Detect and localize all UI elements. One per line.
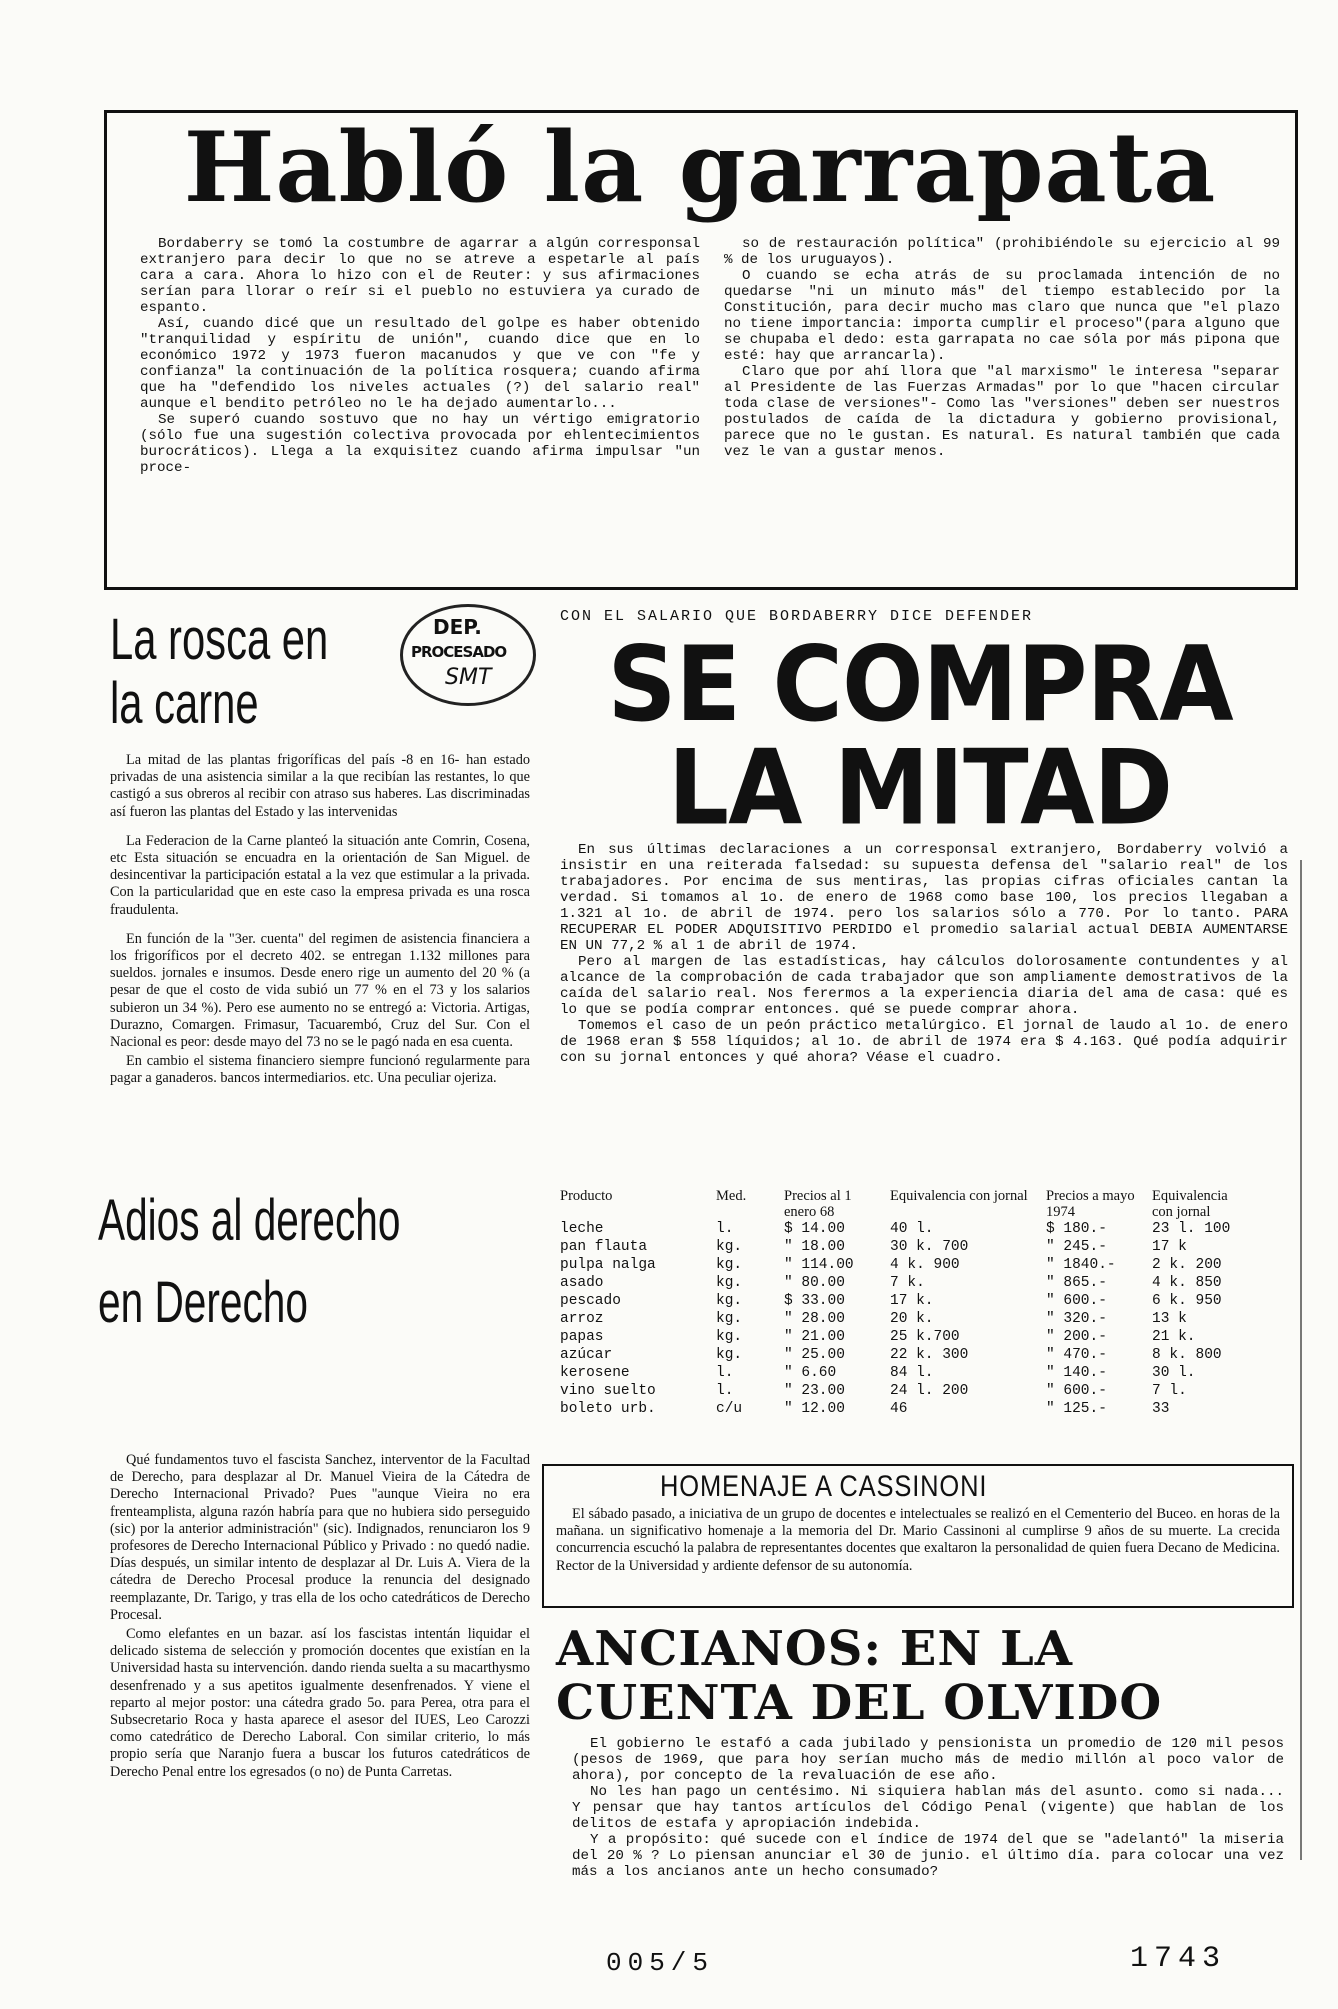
table-row <box>560 1274 1258 1292</box>
rosca-title <box>110 608 412 736</box>
table-row <box>560 1328 1258 1346</box>
table-cell: " 600.- <box>1046 1293 1107 1309</box>
table-row <box>560 1382 1258 1400</box>
table-cell: 7 l. <box>1152 1383 1187 1399</box>
header-cell: Precios a mayo 1974 <box>1046 1188 1135 1220</box>
paragraph: Bordaberry se tomó la costumbre de agarrar a algún corresponsal extranjero para decir lo que no se atreve a espetarle al país cara a cara. Ahora lo hizo con el de Reuter: y sus afirmaciones serían para llorar o reír si el pueblo no estuviera ya curado de espanto. <box>140 236 700 316</box>
table-cell: 20 k. <box>890 1311 934 1327</box>
salario-body <box>560 842 1288 1066</box>
prices-table-body <box>560 1220 1258 1418</box>
stamp-line-1: DEP. <box>433 615 482 639</box>
table-cell: 30 l. <box>1152 1365 1196 1381</box>
table-cell: " 23.00 <box>784 1383 845 1399</box>
table-cell: $ 33.00 <box>784 1293 845 1309</box>
table-cell: " 125.- <box>1046 1401 1107 1417</box>
table-cell: 4 k. 850 <box>1152 1275 1222 1291</box>
table-cell: 84 l. <box>890 1365 934 1381</box>
table-cell: 2 k. 200 <box>1152 1257 1222 1273</box>
salario-title-line-1: SE COMPRA <box>607 623 1233 745</box>
derecho-body <box>110 1452 530 1783</box>
prices-table-wrapper <box>560 1188 1300 1418</box>
header-cell: Equivalencia con jornal <box>890 1188 1028 1204</box>
paragraph: Tomemos el caso de un peón práctico metalúrgico. El jornal de laudo al 1o. de enero de 1968 eran $ 558 líquidos; al 1o. de abril de 1974 era $ 4.163. Qué podía adquirir con su jornal entonces y qué ahora? Véase el cuadro. <box>560 1018 1288 1066</box>
main-article-title: Habló la garrapata <box>183 111 1217 224</box>
archive-number: 1743 <box>1130 1942 1227 1976</box>
table-cell: 7 k. <box>890 1275 925 1291</box>
table-cell: 24 l. 200 <box>890 1383 969 1399</box>
archive-code: 005/5 <box>606 1948 715 1978</box>
table-cell: " 21.00 <box>784 1329 845 1345</box>
table-cell: 17 k <box>1152 1239 1187 1255</box>
table-cell: " 80.00 <box>784 1275 845 1291</box>
ancianos-body <box>572 1736 1284 1880</box>
table-cell: 22 k. 300 <box>890 1347 969 1363</box>
main-article-column-2 <box>724 236 1280 460</box>
paragraph: Claro que por ahí llora que "al marxismo" le interesa "separar al Presidente de las Fuerzas Armadas" por lo que "hacen circular toda clase de versiones"- Como las "versiones" deben ser nuestros postulados de caída de la dictadura y gobierno provisional, parece que no le gustan. Es natural. Es natural también que cada vez le van a gustar menos. <box>724 364 1280 460</box>
table-cell: pulpa nalga <box>560 1257 656 1273</box>
table-row <box>560 1256 1258 1274</box>
table-row <box>560 1292 1258 1310</box>
table-cell: 13 k <box>1152 1311 1187 1327</box>
column-rule <box>1300 860 1302 1860</box>
paragraph: Qué fundamentos tuvo el fascista Sanchez, interventor de la Facultad de Derecho, para desplazar al Dr. Manuel Vieira de la Cátedra de Derecho Internacional Privado? Pues "aunque Vieira no era frenteamplista, alguna razón habría para que no hubiera sido perseguido (sic) por la anterior administración" (sic). Indignados, renunciaron los 9 profesores de Derecho Internacional Público y Privado : no quedó nadie. Días después, un similar intento de desplazar al Dr. Luis A. Viera de la cátedra de Derecho Procesal produce la renuncia del designado reemplazante, Dr. Tarigo, y tras ella de los ocho catedráticos de Derecho Procesal. <box>110 1452 530 1623</box>
table-cell: 4 k. 900 <box>890 1257 960 1273</box>
paragraph: Pero al margen de las estadísticas, hay cálculos dolorosamente contundentes y al alcance de la comprobación de cada trabajador que son ampliamente demostrativos de la caída del salario real. Nos ferermos a la experiencia diaria del ama de casa: qué es lo que se podía comprar entonces. qué se puede comprar ahora. <box>560 954 1288 1018</box>
paragraph: Y a propósito: qué sucede con el índice de 1974 del que se "adelantó" la miseria del 20 % ? Lo piensan anunciar el 30 de junio. el último día. para colocar una vez más a los ancianos ante un hecho consumado? <box>572 1832 1284 1880</box>
table-cell: kg. <box>716 1239 743 1255</box>
table-cell: " 114.00 <box>784 1257 854 1273</box>
table-cell: kg. <box>716 1275 743 1291</box>
salario-kicker: CON EL SALARIO QUE BORDABERRY DICE DEFENDER <box>560 608 1034 625</box>
paragraph: La Federacion de la Carne planteó la situación ante Comrin, Cosena, etc Esta situación se encuadra en la orientación de San Miguel. de desincentivar la participación estatal a la vez que estimular a la privada. Con la particularidad que en este caso la empresa privada es una rosca fraudulenta. <box>110 832 530 918</box>
paragraph: Así, cuando dicé que un resultado del golpe es haber obtenido "tranquilidad y espíritu de unión", cuando dice que en lo económico 1972 y 1973 fueron macanudos y que ve con "fe y confianza" la continuación de la política rosquera; cuando afirma que ha "defendido los niveles actuales (?) del salario real" aunque el bendito petróleo no le ha dejado aumentarlo... <box>140 316 700 412</box>
table-cell: 33 <box>1152 1401 1170 1417</box>
table-cell: 21 k. <box>1152 1329 1196 1345</box>
ancianos-title <box>556 1622 1296 1730</box>
paragraph: El sábado pasado, a iniciativa de un grupo de docentes e intelectuales se realizó en el Cementerio del Buceo. en horas de la mañana. un significativo homenaje a la memoria del Dr. Mario Cassinoni al cumplirse 9 años de su muerte. La crecida concurrencia escuchó la palabra de representantes docentes que exaltaron la personalidad de quien fuera Decano de Medicina. Rector de la Universidad y ardiente defensor de su autonomía. <box>556 1506 1280 1574</box>
paragraph: Como elefantes en un bazar. así los fascistas intentán liquidar el delicado sistema de selección y promoción docentes que existían en la Universidad hasta su intervención. dando rienda suelta a su macarthysmo desenfrenado y a sus apetitos igualmente desenfrenados. Y viene el reparto al mejor postor: una cátedra grado 5o. para Perea, otra para el Subsecretario Roca y hasta aparece el asesor del IUES, Leo Carozzi como catedrático de Derecho Laboral. Con similar criterio, lo más propio sería que Naranjo fuera a buscar los futuros catedráticos de Derecho Penal entre los egresados (o no) de Punta Carretas. <box>110 1626 530 1780</box>
table-cell: " 6.60 <box>784 1365 837 1381</box>
table-cell: l. <box>716 1365 734 1381</box>
header-cell: Precios al 1 enero 68 <box>784 1188 852 1220</box>
table-cell: " 865.- <box>1046 1275 1107 1291</box>
rosca-title-line-1: La rosca en <box>110 607 329 672</box>
prices-table <box>560 1188 1258 1418</box>
table-cell: kg. <box>716 1257 743 1273</box>
salario-title-line-2: LA MITAD <box>667 727 1173 849</box>
table-cell: 46 <box>890 1401 908 1417</box>
table-cell: " 18.00 <box>784 1239 845 1255</box>
table-cell: " 200.- <box>1046 1329 1107 1345</box>
main-article-column-1 <box>140 236 700 476</box>
table-cell: 30 k. 700 <box>890 1239 969 1255</box>
paragraph: El gobierno le estafó a cada jubilado y pensionista un promedio de 120 mil pesos (pesos de 1969, que para hoy serían mucho más de medio millón al poco valor de ahora), por concepto de la revaluación de ese año. <box>572 1736 1284 1784</box>
table-row <box>560 1364 1258 1382</box>
table-cell: 6 k. 950 <box>1152 1293 1222 1309</box>
table-cell: 17 k. <box>890 1293 934 1309</box>
table-cell: boleto urb. <box>560 1401 656 1417</box>
stamp-line-2: PROCESADO <box>411 643 507 661</box>
table-cell: 8 k. 800 <box>1152 1347 1222 1363</box>
paragraph: En función de la "3er. cuenta" del regimen de asistencia financiera a los frigoríficos por el decreto 402. se entregan 1.132 millones para sueldos. jornales e insumos. Desde enero rige un aumento del 20 % (a pesar de que el costo de vida subió un 77 % en el 73 y los salarios subieron un 34 %). Pero ese aumento no se entregó a: Victoria. Artigas, Durazno, Comargen. Frimasur, Tacuarembó, Cruz del Sur. Con el Nacional es peor: desde mayo del 73 no se le pagó nada en esa cuenta. <box>110 930 530 1051</box>
homenaje-body <box>556 1506 1280 1577</box>
table-cell: " 245.- <box>1046 1239 1107 1255</box>
table-cell: kg. <box>716 1293 743 1309</box>
table-cell: l. <box>716 1221 734 1237</box>
table-row <box>560 1238 1258 1256</box>
table-cell: l. <box>716 1383 734 1399</box>
table-cell: asado <box>560 1275 604 1291</box>
header-cell: Producto <box>560 1188 613 1204</box>
table-cell: papas <box>560 1329 604 1345</box>
table-cell: " 25.00 <box>784 1347 845 1363</box>
homenaje-title: HOMENAJE A CASSINONI <box>660 1470 988 1503</box>
table-cell: pescado <box>560 1293 621 1309</box>
table-cell: $ 14.00 <box>784 1221 845 1237</box>
table-cell: " 1840.- <box>1046 1257 1116 1273</box>
table-cell: pan flauta <box>560 1239 648 1255</box>
table-cell: $ 180.- <box>1046 1221 1107 1237</box>
table-cell: " 140.- <box>1046 1365 1107 1381</box>
table-row <box>560 1310 1258 1328</box>
salario-title <box>540 623 1300 849</box>
table-cell: 23 l. 100 <box>1152 1221 1231 1237</box>
ancianos-title-line-1: ANCIANOS: EN LA <box>556 1621 1073 1677</box>
table-cell: azúcar <box>560 1347 613 1363</box>
derecho-title <box>98 1180 490 1344</box>
table-cell: kg. <box>716 1329 743 1345</box>
table-cell: 25 k.700 <box>890 1329 960 1345</box>
paragraph: Se superó cuando sostuvo que no hay un vértigo emigratorio (sólo fue una sugestión colectiva provocada por ehlentecimientos burocráticos). Llega a la exquisitez cuando afirma impulsar "un proce- <box>140 412 700 476</box>
table-cell: " 320.- <box>1046 1311 1107 1327</box>
header-cell: Equivalencia con jornal <box>1152 1188 1228 1220</box>
table-cell: arroz <box>560 1311 604 1327</box>
paragraph: No les han pago un centésimo. Ni siquiera hablan más del asunto. como si nada... Y pensar que hay tantos artículos del Código Penal (vigente) que hablan de los delitos de estafa y apropiación indebida. <box>572 1784 1284 1832</box>
table-cell: " 600.- <box>1046 1383 1107 1399</box>
rosca-title-line-2: la carne <box>110 671 259 736</box>
header-cell: Med. <box>716 1188 747 1204</box>
table-cell: leche <box>560 1221 604 1237</box>
table-cell: " 470.- <box>1046 1347 1107 1363</box>
table-cell: 40 l. <box>890 1221 934 1237</box>
table-row <box>560 1346 1258 1364</box>
table-row <box>560 1400 1258 1418</box>
table-row <box>560 1220 1258 1238</box>
table-cell: kg. <box>716 1347 743 1363</box>
procesado-stamp <box>400 604 536 706</box>
table-cell: " 12.00 <box>784 1401 845 1417</box>
paragraph: La mitad de las plantas frigoríficas del país -8 en 16- han estado privadas de una asistencia similar a la que recibían las restantes, lo que castigó a sus obreros al recibir con atraso sus haberes. Las discriminadas así fueron las plantas del Estado y las intervenidas <box>110 752 530 820</box>
table-cell: " 28.00 <box>784 1311 845 1327</box>
paragraph: En sus últimas declaraciones a un corresponsal extranjero, Bordaberry volvió a insistir en una reiterada falsedad: su supuesta defensa del "salario real" de los trabajadores. Por encima de sus mentiras, las propias cifras oficiales cantan la verdad. Si tomamos al 1o. de enero de 1968 como base 100, los precios llegaban a 1.321 al 1o. de abril de 1974. pero los salarios sólo a 770. Por lo tanto. PARA RECUPERAR EL PODER ADQUISITIVO PERDIDO el promedio salarial actual DEBIA AUMENTARSE EN UN 77,2 % al 1 de abril de 1974. <box>560 842 1288 954</box>
paragraph: so de restauración política" (prohibiéndole su ejercicio al 99 % de los uruguayos). <box>724 236 1280 268</box>
paragraph: O cuando se echa atrás de su proclamada intención de no quedarse "ni un minuto más" del tiempo establecido por la Constitución, para decir mucho mas claro que nunca que "el plazo no tiene importancia: importa cumplir el proceso"(para alguno que se chupaba el dedo: esta garrapata no cae sóla por más pipona que esté: hay que arrancarla). <box>724 268 1280 364</box>
derecho-title-line-1: Adios al derecho <box>98 1188 401 1253</box>
ancianos-title-line-2: CUENTA DEL OLVIDO <box>556 1675 1163 1731</box>
table-cell: c/u <box>716 1401 743 1417</box>
table-cell: kerosene <box>560 1365 630 1381</box>
stamp-line-3: SMT <box>445 665 492 690</box>
derecho-title-line-2: en Derecho <box>98 1270 308 1335</box>
paragraph: En cambio el sistema financiero siempre funcionó regularmente para pagar a ganaderos. bancos intermediarios. etc. Una peculiar ojeriza. <box>110 1053 530 1087</box>
rosca-body <box>110 752 530 1090</box>
table-cell: vino suelto <box>560 1383 656 1399</box>
table-cell: kg. <box>716 1311 743 1327</box>
prices-table-header <box>560 1188 1258 1220</box>
